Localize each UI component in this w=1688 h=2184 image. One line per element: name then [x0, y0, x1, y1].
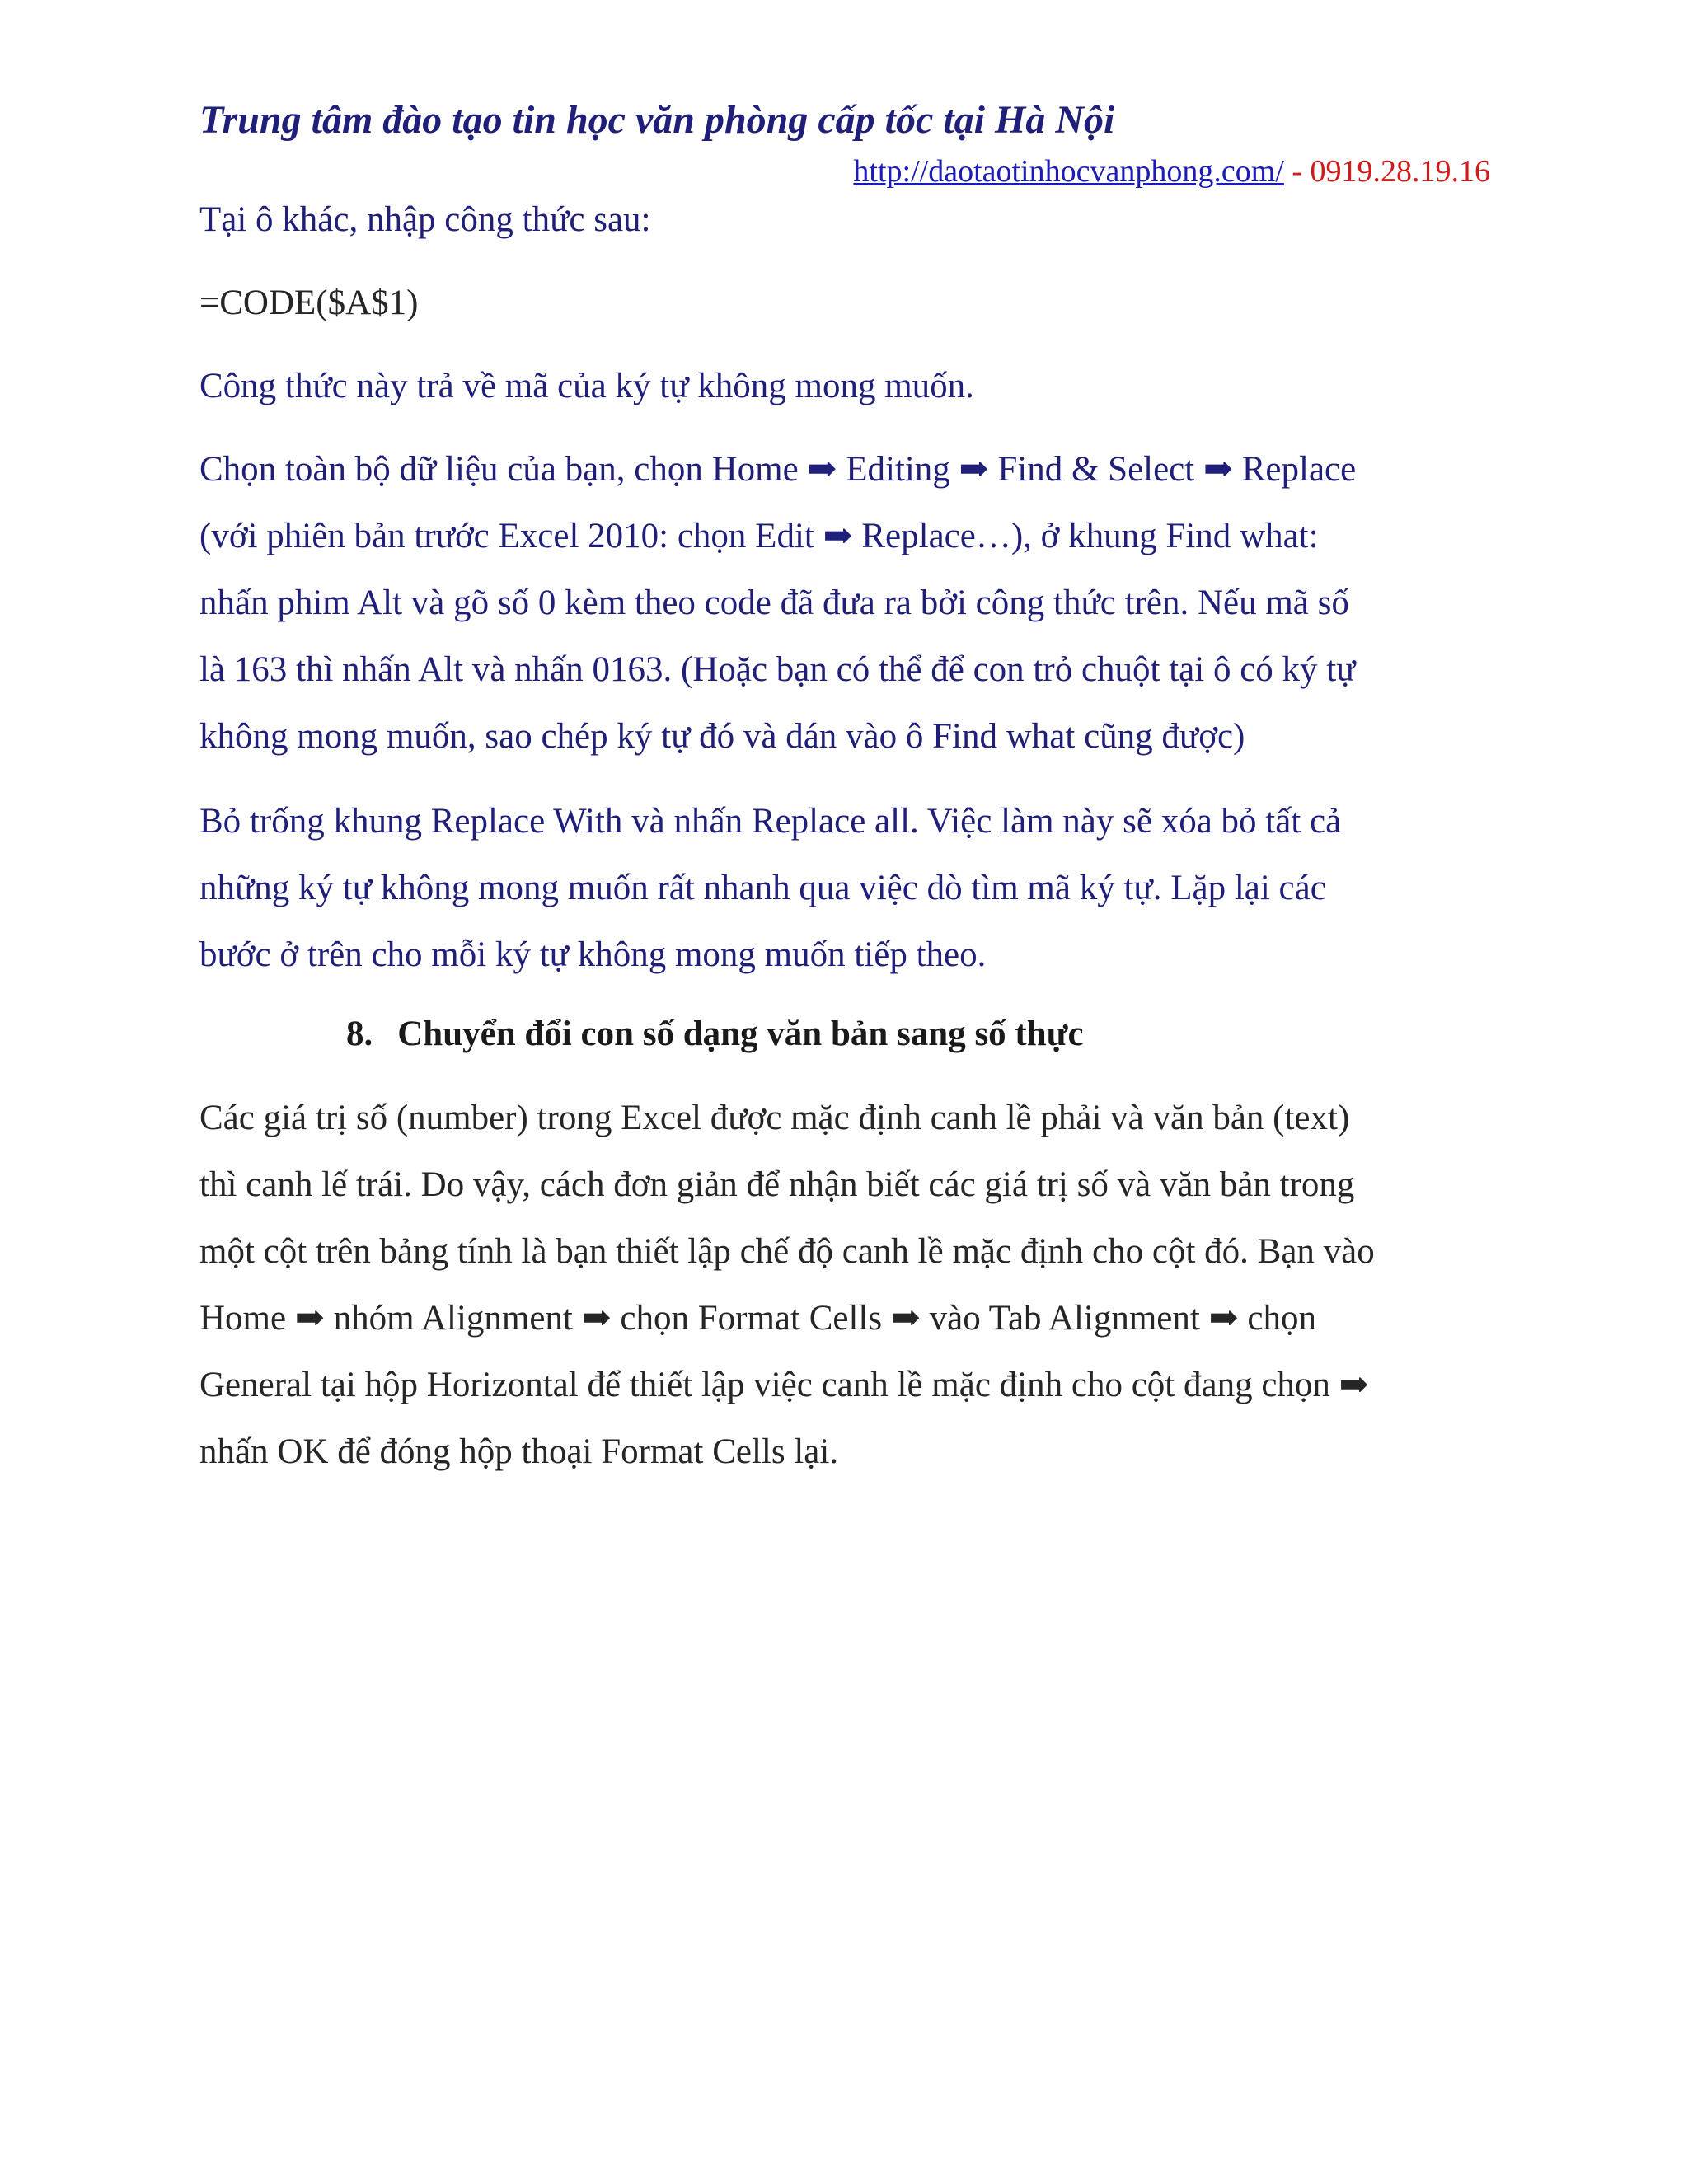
paragraph-line: một cột trên bảng tính là bạn thiết lập chế độ canh lề mặc định cho cột đó. Bạn vào	[199, 1232, 1375, 1271]
paragraph-line: nhấn phim Alt và gõ số 0 kèm theo code đã đưa ra bởi công thức trên. Nếu mã số	[199, 583, 1349, 622]
paragraph-line: thì canh lế trái. Do vậy, cách đơn giản để nhận biết các giá trị số và văn bản trong	[199, 1165, 1355, 1204]
paragraph-line: những ký tự không mong muốn rất nhanh qua việc dò tìm mã ký tự. Lặp lại các	[199, 869, 1326, 907]
paragraph-line: General tại hộp Horizontal để thiết lập việc canh lề mặc định cho cột đang chọn ➡	[199, 1366, 1369, 1404]
paragraph-2: Công thức này trả về mã của ký tự không mong muốn.	[199, 367, 974, 405]
paragraph-line: Chọn toàn bộ dữ liệu của bạn, chọn Home ➡ Editing ➡ Find & Select ➡ Replace	[199, 450, 1357, 489]
paragraph-line: bước ở trên cho mỗi ký tự không mong muốn tiếp theo.	[199, 935, 987, 974]
header-separator: -	[1283, 154, 1311, 189]
paragraph-line: nhấn OK để đóng hộp thoại Format Cells lại.	[199, 1432, 839, 1471]
section-title: Chuyển đổi con số dạng văn bản sang số thực	[397, 1015, 1084, 1053]
paragraph-line: không mong muốn, sao chép ký tự đó và dán vào ô Find what cũng được)	[199, 717, 1245, 756]
paragraph-line: Home ➡ nhóm Alignment ➡ chọn Format Cells ➡ vào Tab Alignment ➡ chọn	[199, 1299, 1316, 1338]
phone-number: 0919.28.19.16	[1310, 154, 1490, 189]
header-title: Trung tâm đào tạo tin học văn phòng cấp tốc tại Hà Nội	[199, 98, 1115, 142]
paragraph-line: Bỏ trống khung Replace With và nhấn Replace all. Việc làm này sẽ xóa bỏ tất cả	[199, 802, 1342, 841]
paragraph-3	[199, 436, 1502, 770]
paragraph-line: là 163 thì nhấn Alt và nhấn 0163. (Hoặc bạn có thể để con trỏ chuột tại ô có ký tự	[199, 650, 1356, 689]
paragraph-5	[199, 1085, 1502, 1485]
section-number: 8.	[346, 1015, 373, 1053]
formula-text: =CODE($A$1)	[199, 284, 419, 322]
website-link[interactable]: http://daotaotinhocvanphong.com/	[853, 154, 1284, 189]
header-contact	[853, 153, 1490, 190]
section-heading	[346, 1014, 1084, 1054]
paragraph-line: Các giá trị số (number) trong Excel được mặc định canh lề phải và văn bản (text)	[199, 1099, 1350, 1137]
paragraph-4	[199, 788, 1502, 988]
paragraph-line: (với phiên bản trước Excel 2010: chọn Edit ➡ Replace…), ở khung Find what:	[199, 517, 1319, 555]
paragraph-1: Tại ô khác, nhập công thức sau:	[199, 200, 651, 239]
